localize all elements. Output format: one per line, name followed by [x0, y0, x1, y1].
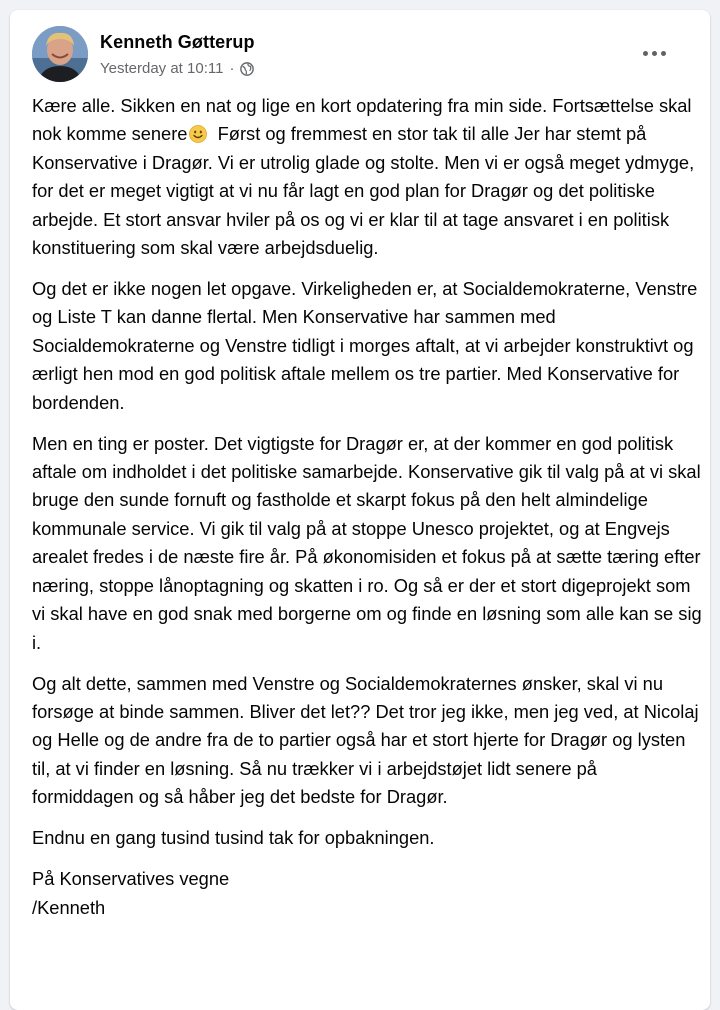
more-options-icon [643, 51, 648, 56]
post-header [32, 26, 690, 86]
author-avatar[interactable] [32, 26, 88, 82]
post-paragraph [32, 92, 702, 262]
post-paragraph: Men en ting er poster. Det vigtigste for Dragør er, at der kommer en god politisk aftale om indholdet i det politiske samarbejde. Konservative gik til valg på at vi skal bruge den sunde fornuft og fastholde et skarpt fokus på den helt almindelige kommunale service. Vi gik til valg på at stoppe Unesco projektet, og at Engvejs arealet fredes i de næste fire år. På økonomisiden et fokus på at sætte tæring efter næring, stoppe lånoptagning og skatten i ro. Og så er der et stort digeprojekt som vi skal have en god snak med borgerne om og finde en løsning som alle kan se sig i. [32, 432, 702, 653]
post-paragraph: Og det er ikke nogen let opgave. Virkeligheden er, at Socialdemokraterne, Venstre og Liste T kan danne flertal. Men Konservative har sammen med Socialdemokraterne og Venstre tidligt i morges aftalt, at vi arbejder konstruktivt og ærligt hen mod en god politisk aftale mellem os tre partier. Med Konservative for bordenden. [32, 278, 698, 413]
post-timestamp[interactable]: Yesterday at 10:11 [100, 60, 224, 77]
more-options-dot [652, 51, 657, 56]
paragraph-text-after: Først og fremmest en stor tak til alle Jer har stemt på Konservative i Dragør. Vi er utrolig glade og stolte. Men vi er også meget ydmyge, for det er meget vigtigt at vi nu får lagt en god plan for Dragør og det politiske arbejde. Et stort ansvar hviler på os og vi er klar til at tage ansvaret i en politisk konstituering som skal være arbejdsduelig. [32, 123, 700, 259]
signature-line: På Konservatives vegne [32, 868, 230, 890]
globe-icon[interactable] [240, 62, 254, 76]
signature-name: /Kenneth [32, 896, 106, 918]
post-card [10, 10, 710, 1010]
post-signature [32, 865, 702, 922]
smile-emoji [189, 123, 207, 141]
paragraph-text: Kære alle. Sikken en nat og lige en kort opdatering fra min side. Fortsættelse skal nok komme senere [32, 95, 692, 145]
more-options-dot [661, 51, 666, 56]
post-paragraph: Og alt dette, sammen med Venstre og Socialdemokraternes ønsker, skal vi nu forsøge at binde sammen. Bliver det let?? Det tror jeg ikke, men jeg ved, at Nicolaj og Helle og de andre fra de to partier også har et stort hjerte for Dragør og lysten til, at vi finder en løsning. Så nu trækker vi i arbejdstøjet lidt senere på formiddagen og så håber jeg det bedste for Dragør. [32, 672, 699, 808]
meta-separator: · [229, 60, 235, 77]
author-name[interactable]: Kenneth Gøtterup [100, 32, 255, 52]
post-meta [100, 60, 254, 77]
post-paragraph: Endnu en gang tusind tusind tak for opbakningen. [32, 827, 435, 849]
more-options-button[interactable] [636, 40, 672, 66]
avatar-image [32, 26, 88, 82]
post-body [32, 92, 702, 922]
